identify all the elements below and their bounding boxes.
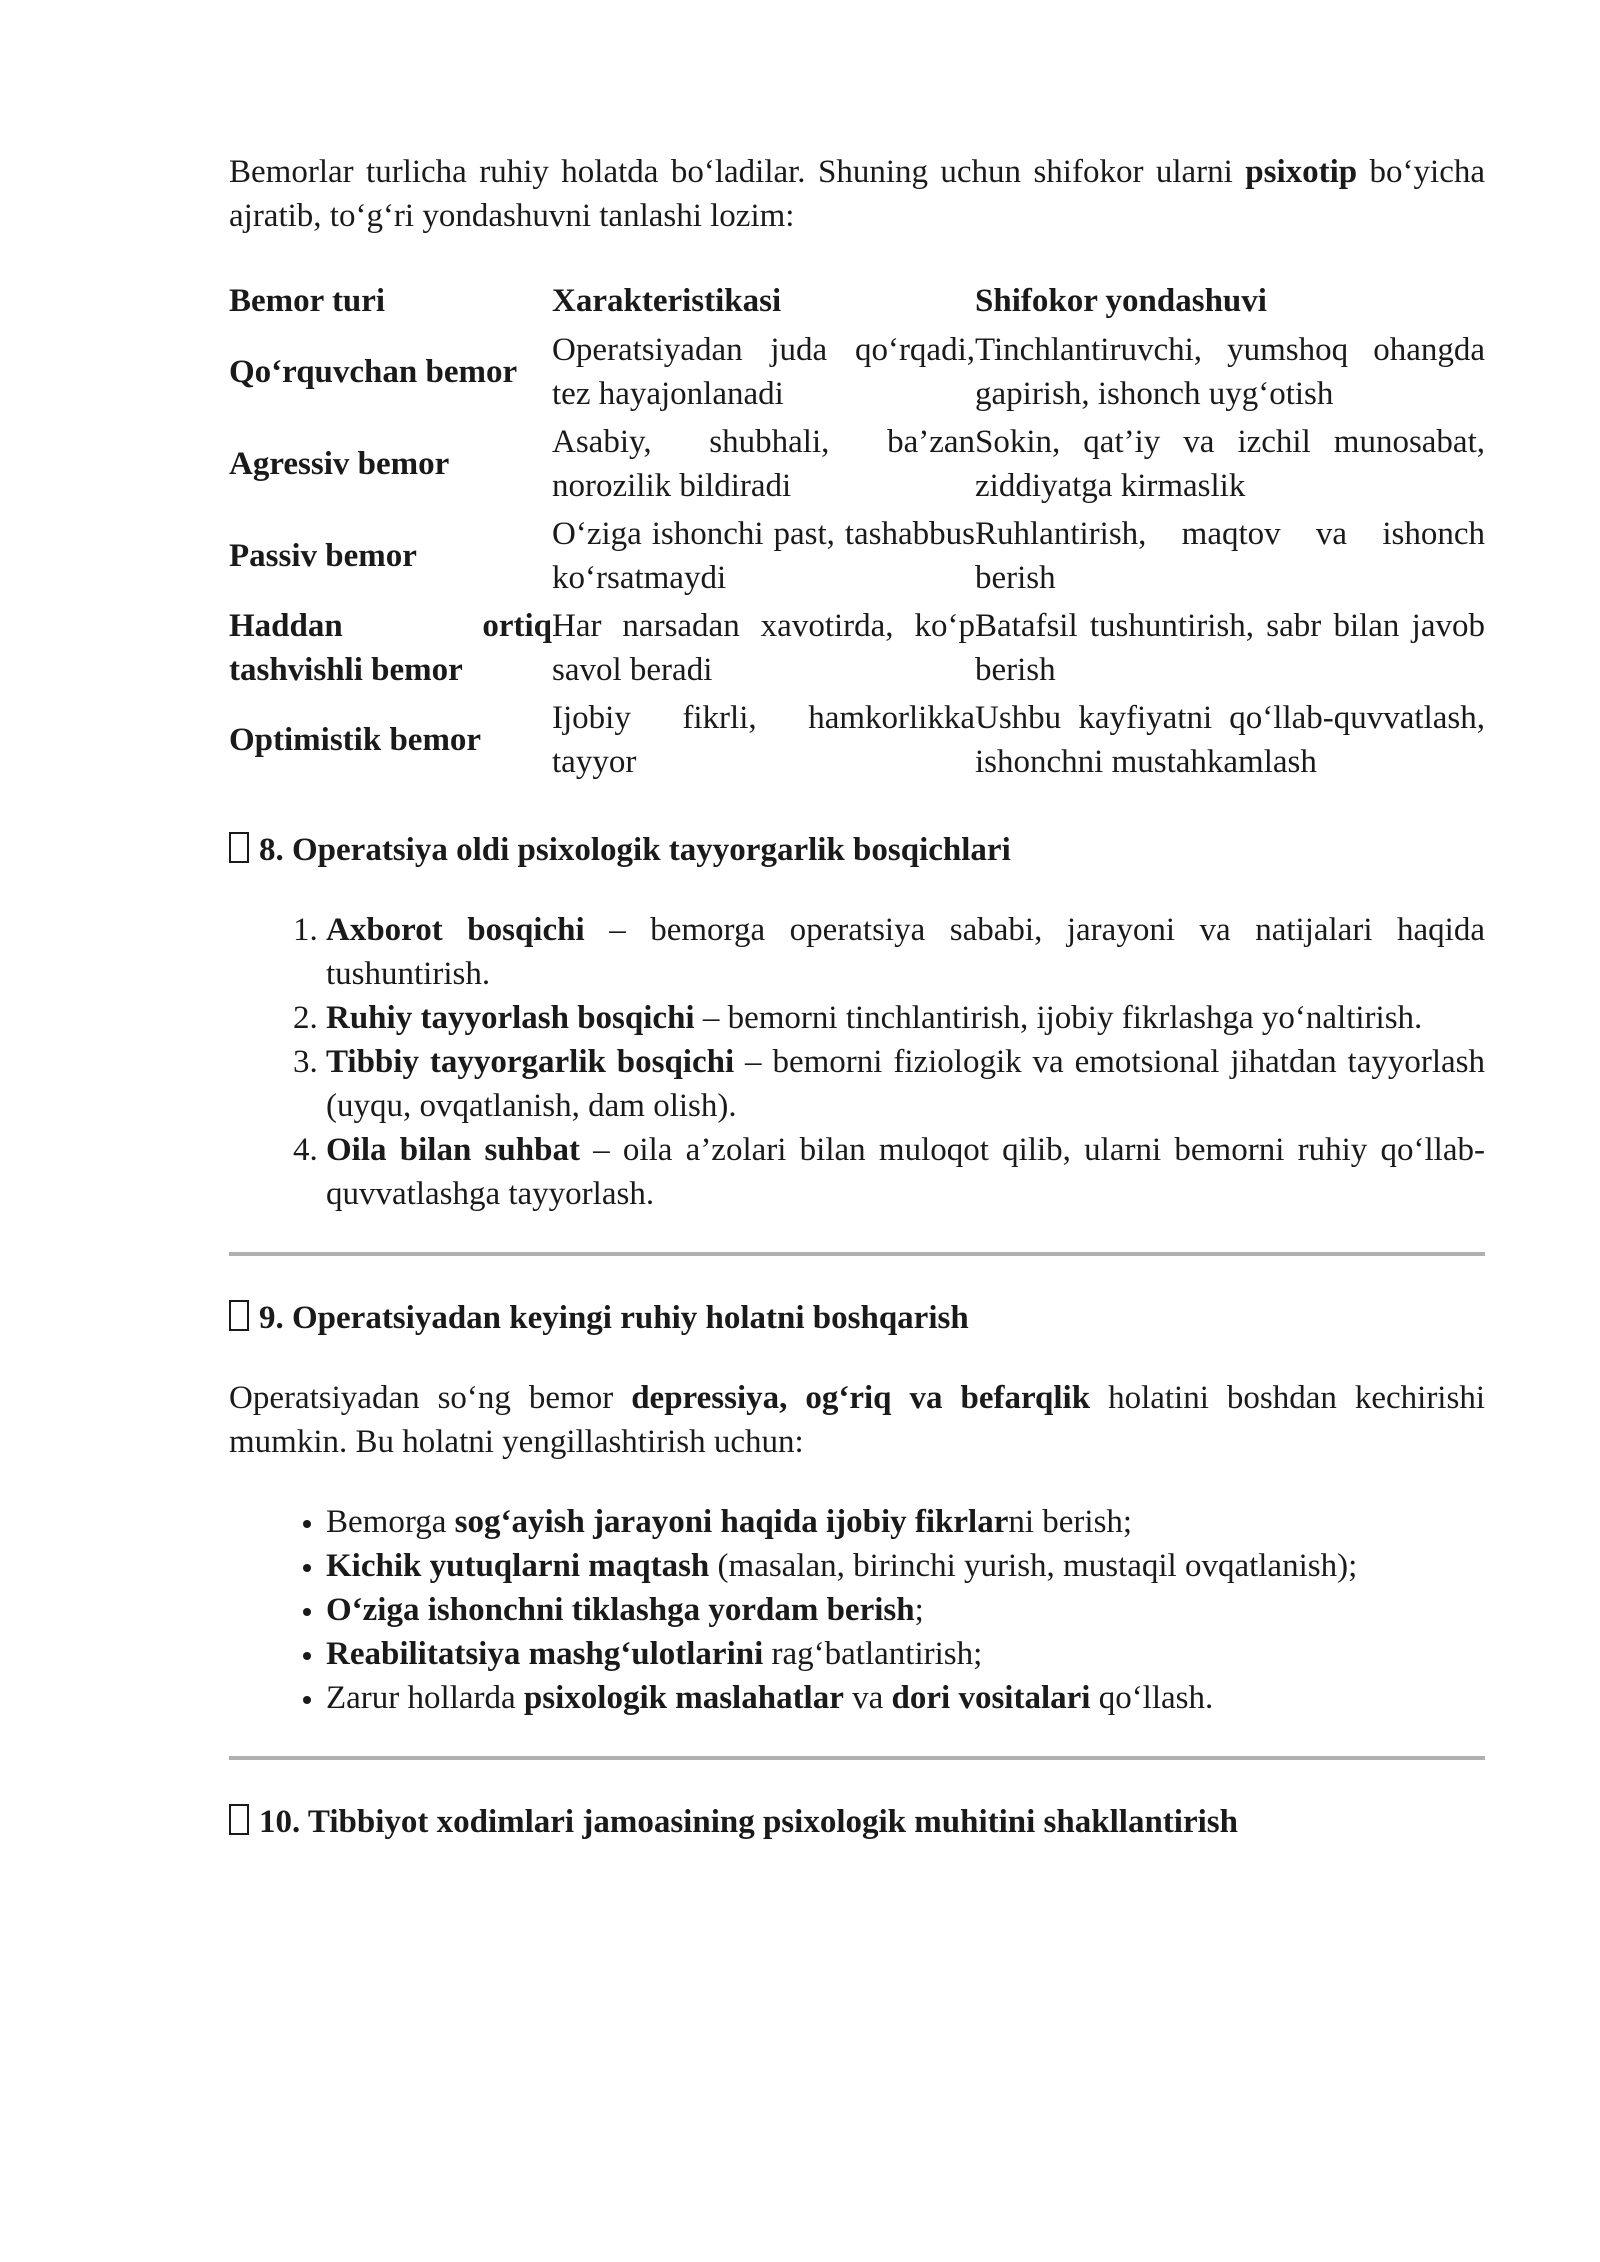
intro-emphasis: psixotip [1245, 154, 1358, 190]
missing-glyph-box-icon [229, 1300, 249, 1331]
section-8-heading: 8. Operatsiya oldi psixologik tayyorgarlik bosqichlari [229, 828, 1485, 872]
list-item: • O‘ziga ishonchni tiklashga yordam berish; [326, 1588, 1485, 1632]
patient-type-table [229, 274, 1485, 788]
missing-glyph-box-icon [229, 1804, 249, 1835]
table-row [229, 604, 1485, 696]
missing-glyph-box-icon [229, 832, 249, 863]
approach-cell: Tinchlantiruvchi, yumshoq ohangda gapirish, ishonch uyg‘otish [975, 332, 1485, 412]
characteristic-cell: O‘ziga ishonchi past, tashabbus ko‘rsatmaydi [552, 516, 975, 596]
table-row [229, 328, 1485, 420]
list-item: • Reabilitatsiya mashg‘ulotlarini rag‘batlantirish; [326, 1632, 1485, 1676]
characteristic-cell: Ijobiy fikrli, hamkorlikka tayyor [552, 700, 975, 780]
approach-cell: Ruhlantirish, maqtov va ishonch berish [975, 516, 1485, 596]
table-row [229, 696, 1485, 788]
patient-type-cell: Qo‘rquvchan bemor [229, 354, 518, 390]
intro-paragraph: Bemorlar turlicha ruhiy holatda bo‘ladilar. Shuning uchun shifokor ularni psixotip bo‘yicha ajratib, to‘g‘ri yondashuvni tanlashi lozim: [229, 154, 1485, 234]
list-item: 1. Axborot bosqichi – bemorga operatsiya sababi, jarayoni va natijalari haqida tushuntirish. [326, 908, 1485, 996]
list-item: 3. Tibbiy tayyorgarlik bosqichi – bemorni fiziologik va emotsional jihatdan tayyorlash (uyqu, ovqatlanish, dam olish). [326, 1040, 1485, 1128]
section-9-heading: 9. Operatsiyadan keyingi ruhiy holatni boshqarish [229, 1296, 1485, 1340]
characteristic-cell: Operatsiyadan juda qo‘rqadi, tez hayajonlanadi [552, 332, 975, 412]
table-header-row [229, 274, 1485, 328]
section-10-heading: 10. Tibbiyot xodimlari jamoasining psixologik muhitini shakllantirish [229, 1800, 1485, 1844]
approach-cell: Batafsil tushuntirish, sabr bilan javob berish [975, 608, 1485, 688]
patient-type-cell: Optimistik bemor [229, 722, 482, 758]
patient-type-cell: Passiv bemor [229, 538, 417, 574]
list-item: • Kichik yutuqlarni maqtash (masalan, birinchi yurish, mustaqil ovqatlanish); [326, 1544, 1485, 1588]
preparation-steps-list [229, 908, 1485, 1216]
list-item: • Bemorga sog‘ayish jarayoni haqida ijobiy fikrlarni berish; [326, 1500, 1485, 1544]
characteristic-cell: Asabiy, shubhali, ba’zan norozilik bildiradi [552, 424, 975, 504]
section-divider [229, 1756, 1485, 1760]
patient-type-cell: Haddan ortiq tashvishli bemor [229, 608, 552, 688]
recovery-tips-list [229, 1500, 1485, 1720]
table-row [229, 512, 1485, 604]
section-divider [229, 1252, 1485, 1256]
table-header-cell: Xarakteristikasi [552, 283, 782, 319]
document-page [229, 150, 1485, 1880]
list-item: • Zarur hollarda psixologik maslahatlar va dori vositalari qo‘llash. [326, 1676, 1485, 1720]
characteristic-cell: Har narsadan xavotirda, ko‘p savol beradi [552, 608, 975, 688]
table-header-cell: Shifokor yondashuvi [975, 283, 1267, 319]
approach-cell: Sokin, qat’iy va izchil munosabat, ziddiyatga kirmaslik [975, 424, 1485, 504]
patient-type-cell: Agressiv bemor [229, 446, 450, 482]
list-item: 4. Oila bilan suhbat – oila a’zolari bilan muloqot qilib, ularni bemorni ruhiy qo‘llab-quvvatlashga tayyorlash. [326, 1128, 1485, 1216]
table-row [229, 420, 1485, 512]
approach-cell: Ushbu kayfiyatni qo‘llab-quvvatlash, ishonchni mustahkamlash [975, 700, 1485, 780]
table-header-cell: Bemor turi [229, 283, 386, 319]
section-9-paragraph: Operatsiyadan so‘ng bemor depressiya, og‘riq va befarqlik holatini boshdan kechirishi mumkin. Bu holatni yengillashtirish uchun: [229, 1380, 1485, 1460]
list-item: 2. Ruhiy tayyorlash bosqichi – bemorni tinchlantirish, ijobiy fikrlashga yo‘naltirish. [326, 996, 1485, 1040]
